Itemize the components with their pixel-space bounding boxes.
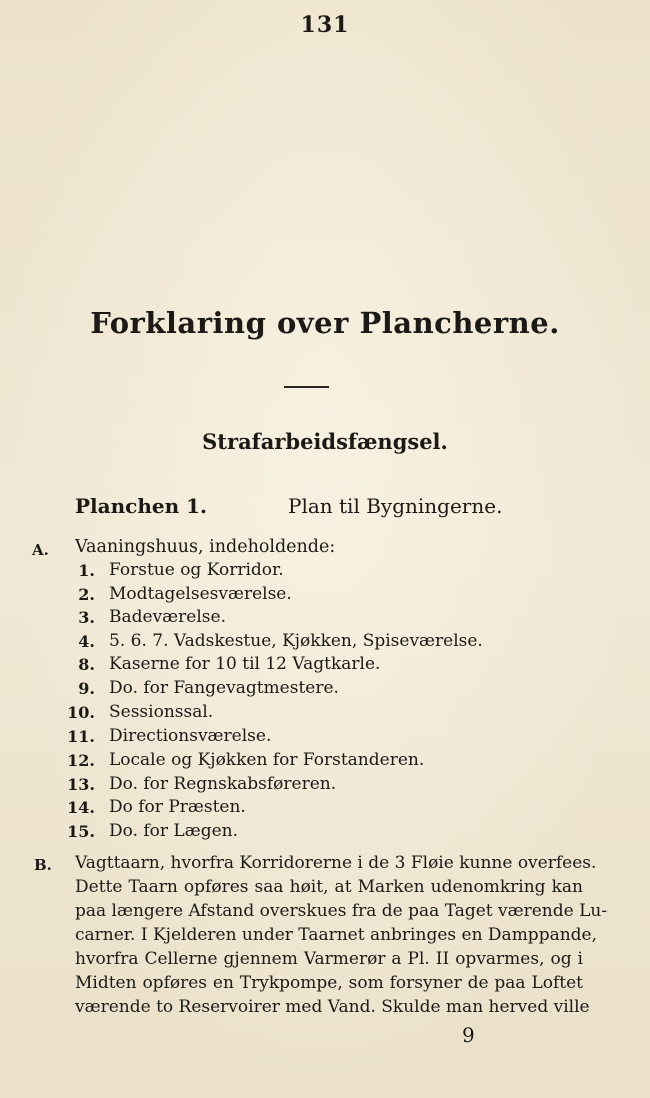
page-title: Forklaring over Plancherne.: [90, 306, 560, 340]
paragraph-line: carner. I Kjelderen under Taarnet anbringes en Damppande,: [75, 925, 598, 945]
list-item-text: 5. 6. 7. Vadskestue, Kjøkken, Spiseværelse.: [109, 631, 483, 651]
plate-label: Planchen 1.: [75, 494, 207, 518]
list-item-number: 10.: [67, 703, 95, 722]
list-item-text: Kaserne for 10 til 12 Vagtkarle.: [109, 654, 381, 674]
list-item-number: 4.: [78, 632, 95, 651]
list-item-number: 14.: [67, 798, 95, 817]
section-a-heading: Vaaningshuus, indeholdende:: [75, 537, 336, 557]
section-b-letter: B.: [34, 856, 52, 874]
plate-description: Plan til Bygningerne.: [288, 494, 503, 518]
paragraph-line: paa længere Afstand overskues fra de paa Taget værende Lu-: [75, 901, 608, 921]
page-number: 131: [300, 12, 350, 38]
paragraph-line: hvorfra Cellerne gjennem Varmerør a Pl. II opvarmes, og i: [75, 949, 583, 969]
list-item-number: 1.: [78, 561, 95, 580]
list-item-number: 13.: [67, 775, 95, 794]
list-item-text: Do for Præsten.: [109, 797, 246, 817]
list-item-text: Badeværelse.: [109, 607, 226, 627]
paragraph-line: Vagttaarn, hvorfra Korridorerne i de 3 Fløie kunne overfees.: [75, 853, 597, 873]
paragraph-line: Dette Taarn opføres saa høit, at Marken udenomkring kan: [75, 877, 583, 897]
list-item-text: Sessionssal.: [109, 702, 214, 722]
list-item-text: Do. for Regnskabsføreren.: [109, 774, 337, 794]
list-item-text: Do. for Lægen.: [109, 821, 238, 841]
list-item-number: 11.: [67, 727, 95, 746]
list-item-number: 3.: [78, 608, 95, 627]
section-a-letter: A.: [32, 541, 49, 559]
list-item-number: 9.: [78, 679, 95, 698]
section-subtitle: Strafarbeidsfængsel.: [202, 429, 448, 454]
paragraph-line: værende to Reservoirer med Vand. Skulde man herved ville: [75, 997, 590, 1017]
signature-mark: 9: [462, 1023, 475, 1047]
list-item-number: 15.: [67, 822, 95, 841]
list-item-text: Do. for Fangevagtmestere.: [109, 678, 339, 698]
list-item-number: 8.: [78, 655, 95, 674]
paragraph-line: Midten opføres en Trykpompe, som forsyner de paa Loftet: [75, 973, 583, 993]
list-item-text: Locale og Kjøkken for Forstanderen.: [109, 750, 425, 770]
title-divider: [284, 386, 329, 388]
list-item-number: 2.: [78, 585, 95, 604]
list-item-text: Forstue og Korridor.: [109, 560, 284, 580]
list-item-text: Modtagelsesværelse.: [109, 584, 292, 604]
list-item-number: 12.: [67, 751, 95, 770]
list-item-text: Directionsværelse.: [109, 726, 272, 746]
